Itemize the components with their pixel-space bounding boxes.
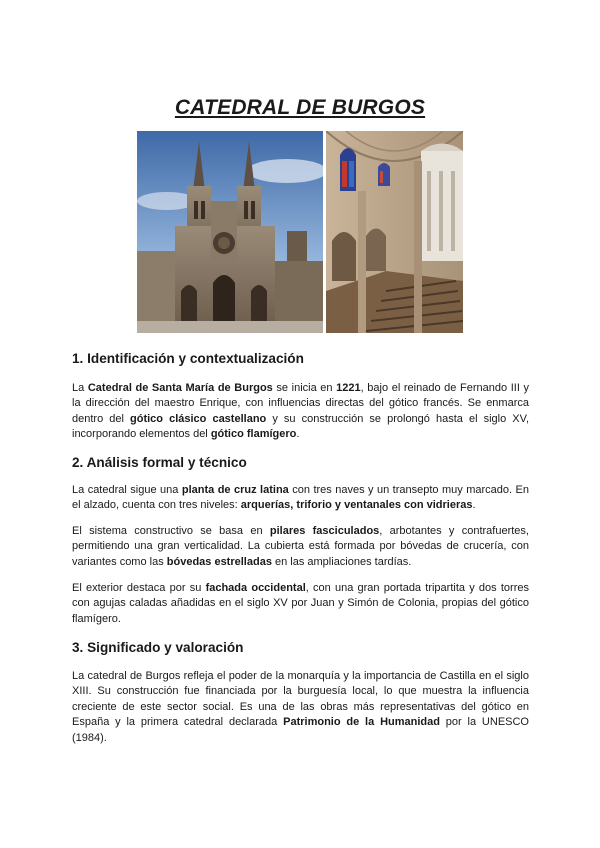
bold-text: Catedral de Santa María de Burgos: [87, 382, 273, 394]
section-heading: 3. Significado y valoración: [72, 640, 244, 655]
bold-text: gótico clásico castellano: [130, 412, 267, 425]
bold-text: gótico flamígero: [210, 428, 297, 441]
text-run: y su construcción se prolongó hasta el siglo XV, incorporando elementos del: [72, 412, 530, 441]
section-heading: 2. Análisis formal y técnico: [72, 455, 247, 470]
photo-row: [137, 131, 463, 333]
text-run: se inicia en: [272, 382, 337, 394]
text-run: con tres naves y un transepto muy marcado. En el alzado, cuenta con tres niveles:: [72, 484, 530, 512]
paragraph: [72, 483, 529, 514]
bold-text: 1221: [336, 382, 361, 394]
text-run: El sistema constructivo se basa en: [72, 525, 270, 537]
bold-text: pilares fasciculados: [269, 525, 380, 537]
text-run: .: [472, 499, 476, 512]
paragraph: [72, 381, 529, 443]
paragraph: [72, 581, 529, 627]
paragraph: [72, 669, 529, 746]
bold-text: arquerías, triforio y ventanales con vidrieras: [240, 499, 473, 512]
text-run: , arbotantes y contrafuertes, permitiendo una gran verticalidad. La cubierta está formada por bóvedas de crucería, con variantes como las: [72, 525, 529, 568]
text-run: , con una gran portada tripartita y dos torres con agujas caladas añadidas en el siglo XV por Juan y Simón de Colonia, propias del gótico flamígero.: [72, 582, 529, 625]
text-run: La catedral sigue una: [72, 484, 182, 496]
document-title: CATEDRAL DE BURGOS: [174, 96, 426, 119]
cathedral-interior-photo: [326, 131, 463, 333]
text-run: La catedral de Burgos refleja el poder de la monarquía y la importancia de Castilla en el siglo XIII. Su construcción fue financiada por la burguesía local, lo que muestra la influencia creciente de este sector social. Es una de las obras más representativas del gótico en España y la primera catedral declarada: [72, 670, 529, 729]
text-run: .: [296, 428, 300, 441]
bold-text: bóvedas estrelladas: [166, 555, 272, 568]
section-heading: 1. Identificación y contextualización: [72, 351, 304, 366]
bold-text: fachada occidental: [205, 582, 306, 594]
text-run: en las ampliaciones tardías.: [271, 555, 412, 568]
text-run: El exterior destaca por su: [72, 582, 206, 594]
bold-text: planta de cruz latina: [181, 484, 289, 496]
paragraph: [72, 524, 529, 570]
text-run: , bajo el reinado de Fernando III y la dirección del maestro Enrique, con influencias directas del gótico francés. Se enmarca dentro del: [72, 382, 530, 425]
bold-text: Patrimonio de la Humanidad: [283, 716, 440, 729]
text-run: por la UNESCO (1984).: [72, 716, 529, 744]
cathedral-facade-photo: [137, 131, 323, 333]
text-run: La: [72, 382, 88, 394]
